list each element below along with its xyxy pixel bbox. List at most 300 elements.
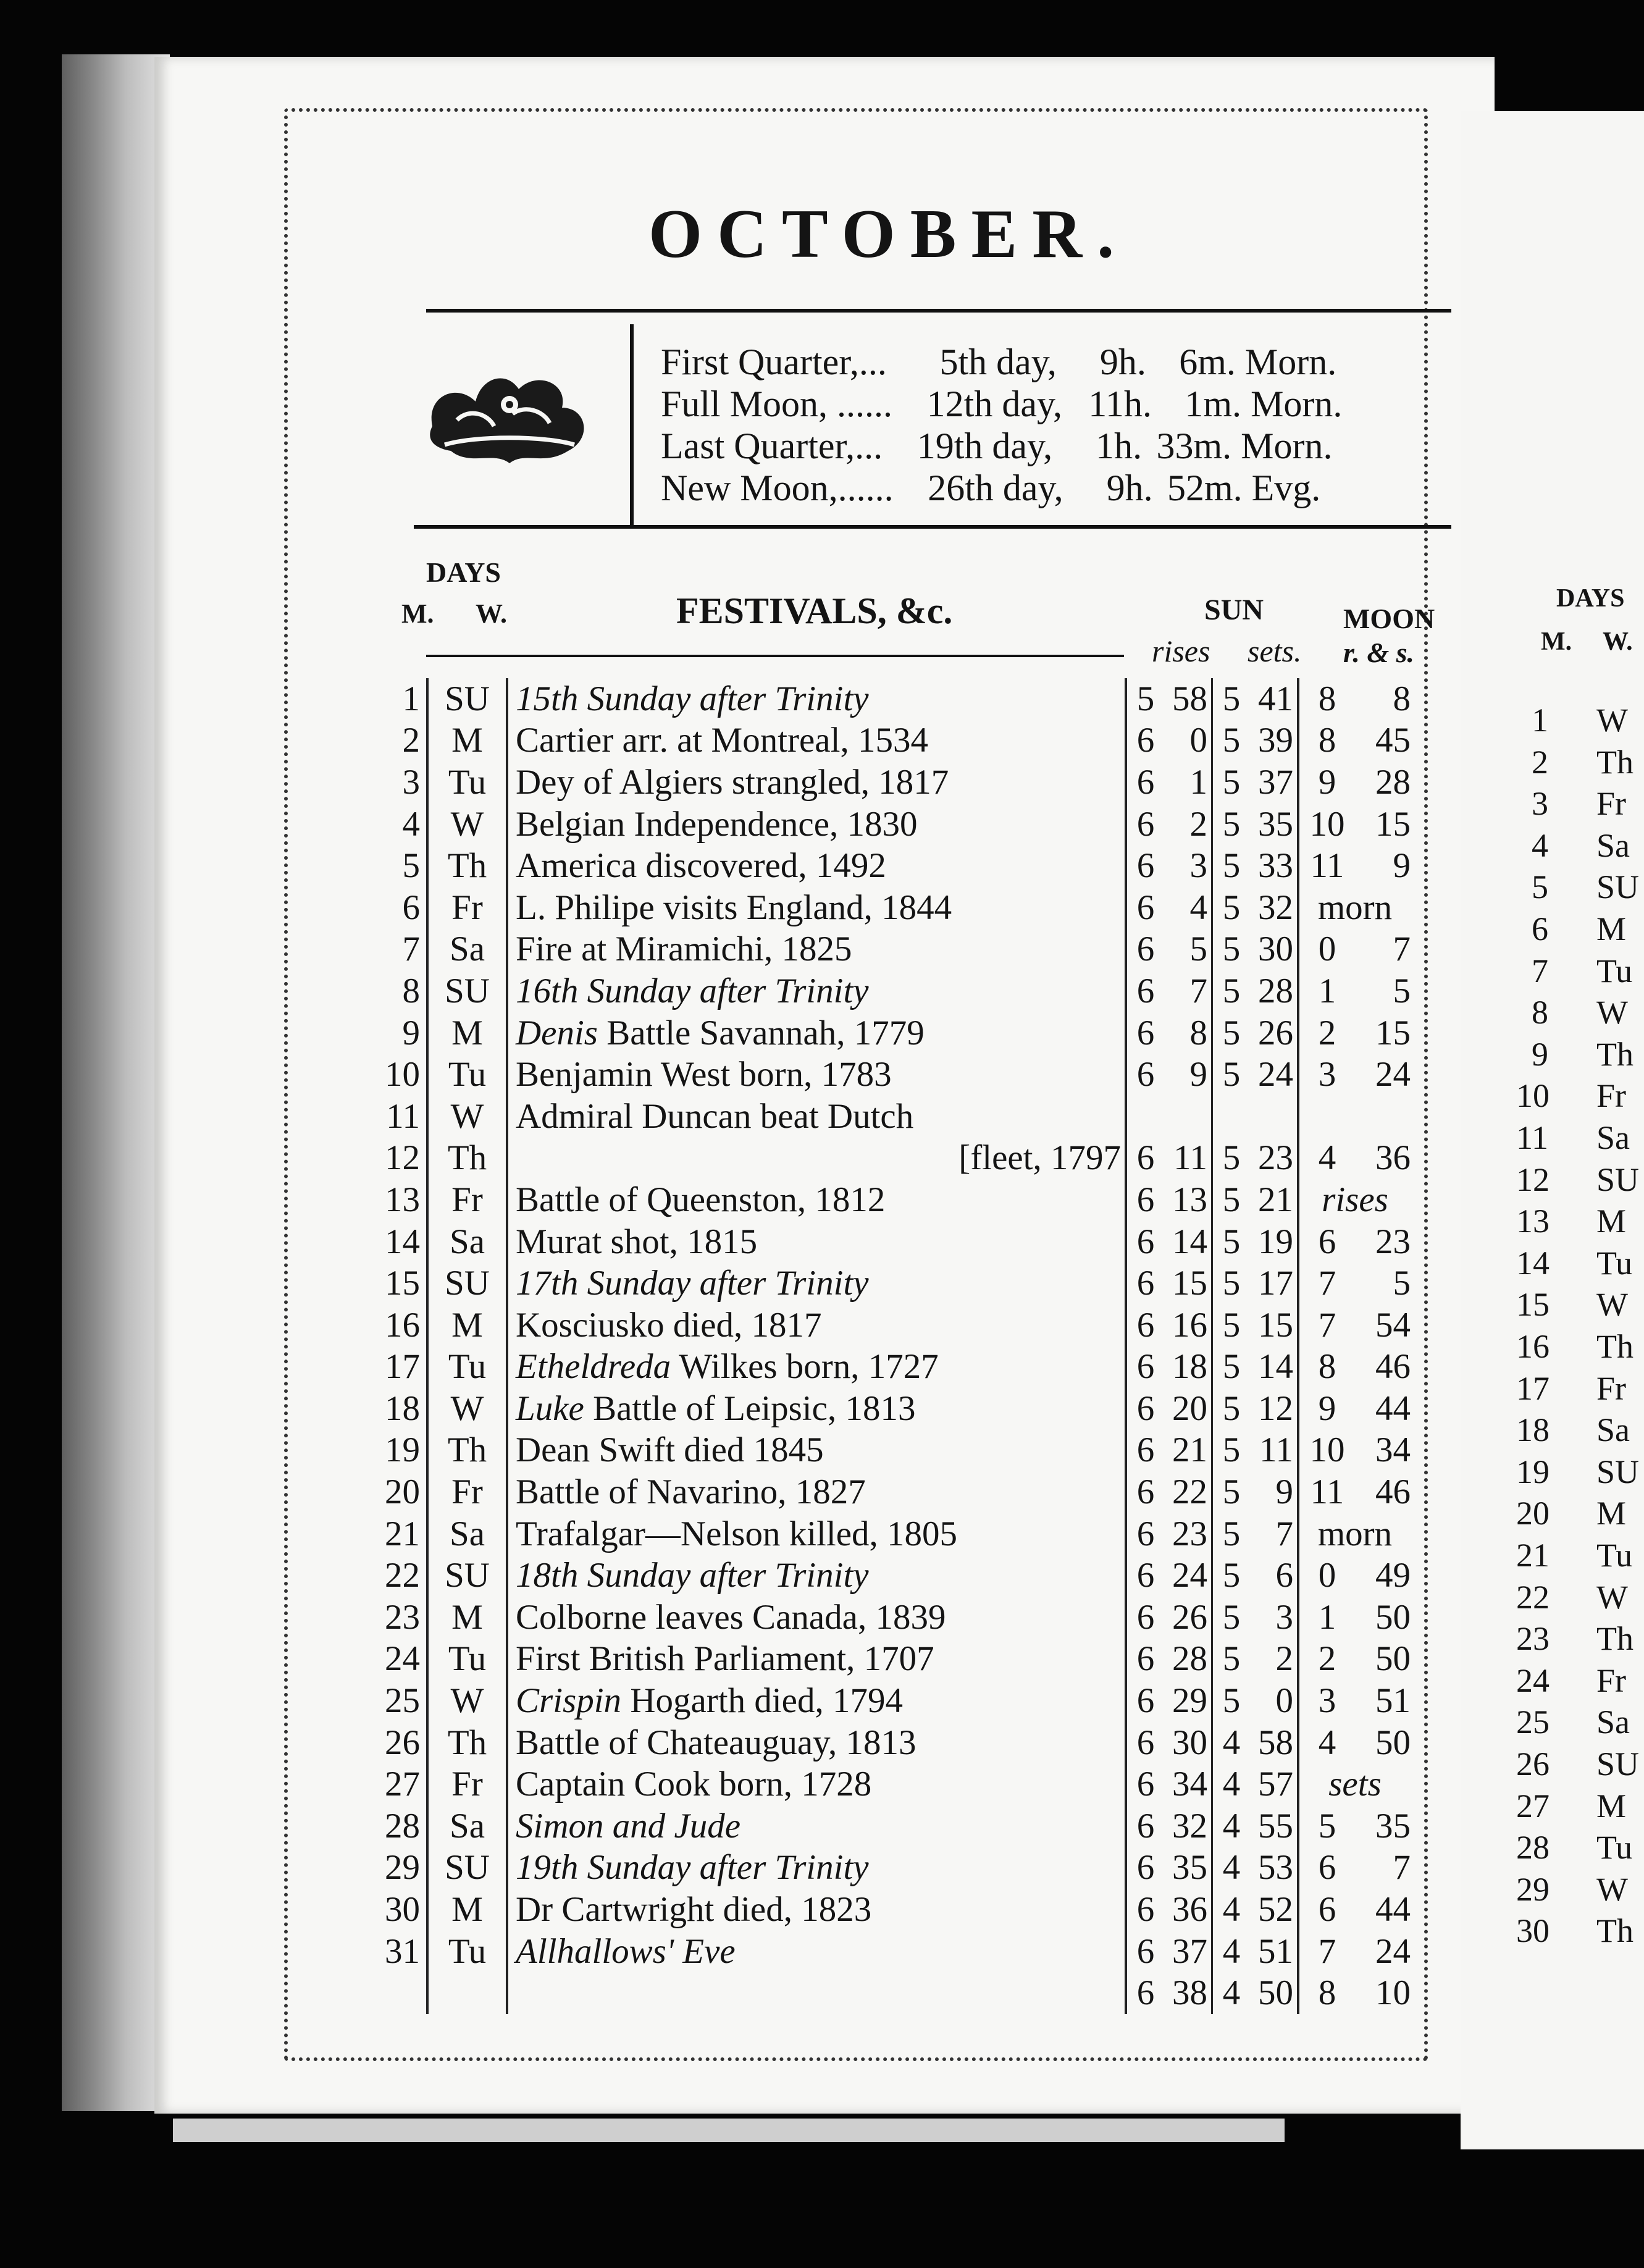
moon-hour: 2 <box>1318 1639 1336 1679</box>
sun-set-min <box>1250 1096 1298 1138</box>
moon-hour <box>1298 1096 1355 1138</box>
festival: First British Parliament, 1707 <box>507 1639 1126 1681</box>
sun-rise-min: 36 <box>1164 1889 1212 1931</box>
right-day-of-month: 14 <box>1516 1244 1550 1282</box>
sun-rise-min: 11 <box>1164 1138 1212 1180</box>
sun-set-hour: 5 <box>1222 930 1241 969</box>
sun-set-min: 35 <box>1250 804 1298 846</box>
sun-set-min: 24 <box>1250 1054 1298 1096</box>
day-of-week: Th <box>427 845 507 887</box>
day-of-week: M <box>427 1889 507 1931</box>
day-of-week: Th <box>427 1722 507 1764</box>
sun-rise-hour: 6 <box>1136 971 1155 1010</box>
sun-set-min: 15 <box>1250 1304 1298 1346</box>
header-moon: MOON <box>1343 603 1435 634</box>
calendar-row <box>371 929 1411 971</box>
page-edge <box>173 2119 1285 2142</box>
phase-row: New Moon,...... 26th day, 9h. 52m. Evg. <box>661 468 1321 508</box>
sun-set-min: 2 <box>1250 1639 1298 1681</box>
festival: 17th Sunday after Trinity <box>507 1262 1126 1304</box>
sun-rise-min: 4 <box>1164 887 1212 929</box>
festival: Colborne leaves Canada, 1839 <box>507 1597 1126 1639</box>
sun-rise-min <box>1164 1096 1212 1138</box>
sun-rise-hour: 6 <box>1136 1931 1155 1971</box>
right-day-of-month: 19 <box>1516 1453 1550 1490</box>
rule-phase-bottom <box>414 525 1451 529</box>
sun-set-hour: 5 <box>1222 846 1241 886</box>
moon-hour: 7 <box>1318 1931 1336 1971</box>
day-of-week: Fr <box>427 1179 507 1221</box>
sun-rise-hour: 6 <box>1136 1347 1155 1387</box>
sun-rise-hour: 6 <box>1136 1430 1155 1470</box>
sun-set-hour <box>1212 1096 1251 1138</box>
saint-name: Denis <box>516 1013 598 1052</box>
sun-set-min: 32 <box>1250 887 1298 929</box>
phase-row: First Quarter,... 5th day, 9h. 6m. Morn. <box>661 342 1337 382</box>
sun-set-hour: 5 <box>1222 1347 1241 1387</box>
sun-rise-min: 7 <box>1164 970 1212 1012</box>
day-of-month: 24 <box>371 1639 427 1681</box>
calendar-row <box>371 1805 1411 1847</box>
saint-name: Crispin <box>516 1681 622 1721</box>
right-day-of-month: 15 <box>1516 1286 1550 1324</box>
sun-set-min: 23 <box>1250 1138 1298 1180</box>
sun-set-min: 21 <box>1250 1179 1298 1221</box>
lion-ornament-icon <box>420 358 599 482</box>
calendar-row <box>371 1388 1411 1430</box>
right-day-of-week: M <box>1596 1495 1627 1532</box>
sun-rise-hour: 6 <box>1136 930 1155 969</box>
day-of-week: W <box>427 1388 507 1430</box>
day-of-week: Fr <box>427 1471 507 1513</box>
right-header-w: W. <box>1603 628 1633 656</box>
sun-rise-hour: 6 <box>1136 1222 1155 1261</box>
right-day-of-week: Th <box>1596 1035 1634 1073</box>
moon-hour: 1 <box>1318 971 1336 1010</box>
day-of-month: 9 <box>371 1012 427 1054</box>
day-of-month: 15 <box>371 1262 427 1304</box>
sun-rise-min: 22 <box>1164 1471 1212 1513</box>
sun-rise-min: 58 <box>1164 678 1212 720</box>
sun-set-min: 51 <box>1250 1931 1298 1973</box>
saint-name: Etheldreda <box>516 1347 671 1387</box>
sun-rise-hour <box>1126 1096 1164 1138</box>
phase-row: Full Moon, ...... 12th day, 11h. 1m. Morn. <box>661 384 1343 424</box>
day-of-week: Tu <box>427 1931 507 1973</box>
sun-set-hour: 5 <box>1222 1013 1241 1052</box>
sun-rise-hour: 5 <box>1136 679 1155 718</box>
festival: Kosciusko died, 1817 <box>507 1304 1126 1346</box>
right-day-of-week: SU <box>1596 1745 1640 1783</box>
sun-rise-min: 32 <box>1164 1805 1212 1847</box>
festival: Dr Cartwright died, 1823 <box>507 1889 1126 1931</box>
header-moon-sub: r. & s. <box>1343 637 1415 668</box>
sun-set-hour: 5 <box>1222 1180 1241 1219</box>
moon-min: 35 <box>1375 1806 1411 1846</box>
calendar-row <box>371 1513 1411 1555</box>
day-of-month: 5 <box>371 845 427 887</box>
sun-set-hour: 5 <box>1222 1472 1241 1512</box>
right-day-of-week: Fr <box>1596 1077 1627 1115</box>
sun-rise-hour: 6 <box>1136 846 1155 886</box>
day-of-week: SU <box>427 1262 507 1304</box>
right-day-of-week: W <box>1596 1870 1628 1908</box>
day-of-month: 12 <box>371 1138 427 1180</box>
calendar-row <box>371 1555 1411 1597</box>
sun-set-min: 7 <box>1250 1513 1298 1555</box>
festival: Captain Cook born, 1728 <box>507 1763 1126 1805</box>
header-festivals: FESTIVALS, &c. <box>676 590 953 631</box>
festival: Etheldreda Wilkes born, 1727 <box>507 1346 1126 1388</box>
sun-rise-hour: 6 <box>1136 888 1155 927</box>
sun-rise-min: 5 <box>1164 929 1212 971</box>
sun-set-hour: 5 <box>1222 721 1241 760</box>
sun-rise-hour: 6 <box>1136 1013 1155 1052</box>
moon-hour: 11 <box>1310 1472 1344 1512</box>
right-day-of-month: 25 <box>1516 1703 1550 1741</box>
phase-row: Last Quarter,... 19th day, 1h. 33m. Morn. <box>661 426 1333 466</box>
moon-hour: 9 <box>1318 1388 1336 1428</box>
day-of-month: 7 <box>371 929 427 971</box>
right-day-of-week: Sa <box>1596 826 1630 864</box>
sun-set-hour: 5 <box>1222 679 1241 718</box>
right-day-of-week: M <box>1596 910 1627 947</box>
sun-set-min: 53 <box>1250 1847 1298 1889</box>
moon-min: 36 <box>1375 1138 1411 1178</box>
moon-hour: 1 <box>1318 1597 1336 1637</box>
day-of-month: 4 <box>371 804 427 846</box>
day-of-week: Tu <box>427 762 507 804</box>
calendar-row <box>371 1972 1411 2014</box>
sun-rise-hour: 6 <box>1136 804 1155 844</box>
moon-min: 49 <box>1375 1556 1411 1595</box>
calendar-row <box>371 1597 1411 1639</box>
sun-set-hour: 5 <box>1222 1556 1241 1595</box>
saint-name: Luke <box>516 1388 584 1428</box>
sun-set-min: 12 <box>1250 1388 1298 1430</box>
moon-hour: sets <box>1328 1765 1382 1804</box>
calendar-row <box>371 1889 1411 1931</box>
festival <box>507 1972 1126 2014</box>
calendar-row <box>371 1471 1411 1513</box>
moon-hour: 8 <box>1318 679 1336 718</box>
sun-rise-hour: 6 <box>1136 1055 1155 1094</box>
festival: 19th Sunday after Trinity <box>507 1847 1126 1889</box>
right-day-of-week: M <box>1596 1787 1627 1825</box>
day-of-week: M <box>427 1304 507 1346</box>
day-of-week: Tu <box>427 1346 507 1388</box>
sun-set-min: 6 <box>1250 1555 1298 1597</box>
calendar-row <box>371 678 1411 720</box>
sun-set-hour: 4 <box>1222 1765 1241 1804</box>
sun-rise-min: 8 <box>1164 1012 1212 1054</box>
right-day-of-month: 11 <box>1516 1119 1548 1156</box>
calendar-row <box>371 1763 1411 1805</box>
sun-set-hour: 5 <box>1222 1055 1241 1094</box>
day-of-month: 17 <box>371 1346 427 1388</box>
moon-hour: 11 <box>1310 846 1344 886</box>
sun-rise-hour: 6 <box>1136 1514 1155 1553</box>
sun-rise-min: 15 <box>1164 1262 1212 1304</box>
sun-rise-min: 21 <box>1164 1430 1212 1472</box>
day-of-week: Sa <box>427 1221 507 1263</box>
festival: Trafalgar—Nelson killed, 1805 <box>507 1513 1126 1555</box>
calendar-row <box>371 1430 1411 1472</box>
moon-hour: 6 <box>1318 1848 1336 1888</box>
sun-rise-hour: 6 <box>1136 1723 1155 1762</box>
day-of-month: 21 <box>371 1513 427 1555</box>
header-w: W. <box>476 598 507 629</box>
festival: Dey of Algiers strangled, 1817 <box>507 762 1126 804</box>
moon-min: 50 <box>1375 1723 1411 1762</box>
sun-rise-min: 3 <box>1164 845 1212 887</box>
festival: L. Philipe visits England, 1844 <box>507 887 1126 929</box>
day-of-month: 31 <box>371 1931 427 1973</box>
right-day-of-week: W <box>1596 1578 1628 1616</box>
right-day-of-week: M <box>1596 1203 1627 1240</box>
day-of-month: 22 <box>371 1555 427 1597</box>
moon-hour: 4 <box>1318 1138 1336 1178</box>
day-of-week: Tu <box>427 1639 507 1681</box>
sun-rise-min: 28 <box>1164 1639 1212 1681</box>
sun-set-min: 28 <box>1250 970 1298 1012</box>
sun-rise-hour: 6 <box>1136 1180 1155 1219</box>
sun-rise-hour: 6 <box>1136 1472 1155 1512</box>
day-of-week: SU <box>427 678 507 720</box>
sun-set-hour: 5 <box>1222 762 1241 802</box>
moon-hour: 9 <box>1318 762 1336 802</box>
day-of-month: 20 <box>371 1471 427 1513</box>
right-day-of-week: Tu <box>1596 1537 1633 1574</box>
day-of-week: Sa <box>427 1513 507 1555</box>
sun-rise-hour: 6 <box>1136 1639 1155 1679</box>
sun-rise-hour: 6 <box>1136 762 1155 802</box>
moon-hour: 10 <box>1309 1430 1345 1470</box>
sun-rise-min: 38 <box>1164 1972 1212 2014</box>
sun-rise-min: 24 <box>1164 1555 1212 1597</box>
sun-rise-min: 34 <box>1164 1763 1212 1805</box>
sun-set-min: 50 <box>1250 1972 1298 2014</box>
calendar-row <box>371 804 1411 846</box>
sun-rise-min: 14 <box>1164 1221 1212 1263</box>
right-day-of-month: 7 <box>1532 952 1548 989</box>
sun-set-min: 14 <box>1250 1346 1298 1388</box>
day-of-week: W <box>427 1680 507 1722</box>
calendar-row <box>371 762 1411 804</box>
sun-set-min: 58 <box>1250 1722 1298 1764</box>
moon-min: 45 <box>1375 721 1411 760</box>
right-day-of-week: Sa <box>1596 1703 1630 1741</box>
calendar-row <box>371 1262 1411 1304</box>
right-day-of-week: SU <box>1596 1161 1640 1198</box>
day-of-month: 2 <box>371 720 427 762</box>
moon-min: 5 <box>1393 1264 1411 1303</box>
sun-set-hour: 4 <box>1222 1931 1241 1971</box>
right-day-of-week: W <box>1596 994 1628 1031</box>
sun-set-hour: 5 <box>1222 1305 1241 1345</box>
sun-set-min: 37 <box>1250 762 1298 804</box>
day-of-week: M <box>427 1597 507 1639</box>
sun-rise-min: 35 <box>1164 1847 1212 1889</box>
right-day-of-week: SU <box>1596 1453 1640 1490</box>
sun-rise-hour: 6 <box>1136 1848 1155 1888</box>
day-of-week: W <box>427 804 507 846</box>
calendar-row <box>371 1138 1411 1180</box>
right-day-of-week: Th <box>1596 1328 1634 1365</box>
sun-set-hour: 5 <box>1222 1597 1241 1637</box>
moon-min: 7 <box>1393 1848 1411 1888</box>
day-of-week: SU <box>427 1847 507 1889</box>
moon-min: 44 <box>1375 1890 1411 1930</box>
day-of-month: 14 <box>371 1221 427 1263</box>
day-of-month: 26 <box>371 1722 427 1764</box>
day-of-month: 27 <box>371 1763 427 1805</box>
festival: [fleet, 1797 <box>507 1138 1126 1180</box>
right-day-of-month: 1 <box>1532 702 1548 739</box>
moon-hour: 3 <box>1318 1055 1336 1094</box>
right-day-of-month: 2 <box>1532 743 1548 781</box>
header-m: M. <box>401 598 434 629</box>
right-day-of-month: 16 <box>1516 1328 1550 1365</box>
sun-rise-min: 1 <box>1164 762 1212 804</box>
right-day-of-week: Th <box>1596 743 1634 781</box>
right-header-days: DAYS <box>1556 584 1625 613</box>
sun-rise-min: 23 <box>1164 1513 1212 1555</box>
moon-min <box>1355 1096 1411 1138</box>
sun-set-hour: 5 <box>1222 1681 1241 1721</box>
day-of-week <box>427 1972 507 2014</box>
day-of-week: SU <box>427 970 507 1012</box>
moon-hour: 8 <box>1318 721 1336 760</box>
day-of-week: M <box>427 1012 507 1054</box>
sun-rise-min: 20 <box>1164 1388 1212 1430</box>
right-day-of-week: Fr <box>1596 785 1627 823</box>
moon-min: 24 <box>1375 1931 1411 1971</box>
right-day-of-week: Sa <box>1596 1119 1630 1156</box>
moon-hour: morn <box>1317 1514 1393 1553</box>
calendar-row <box>371 1847 1411 1889</box>
rule-vertical-phase <box>630 324 634 528</box>
moon-min: 34 <box>1375 1430 1411 1470</box>
right-day-of-week: Tu <box>1596 1244 1633 1282</box>
festival: Admiral Duncan beat Dutch <box>507 1096 1126 1138</box>
right-day-of-month: 21 <box>1516 1537 1550 1574</box>
festival: Simon and Jude <box>507 1805 1126 1847</box>
day-of-month: 6 <box>371 887 427 929</box>
moon-hour: rises <box>1322 1180 1388 1219</box>
sun-set-min: 9 <box>1250 1471 1298 1513</box>
sun-set-min: 57 <box>1250 1763 1298 1805</box>
right-day-of-month: 5 <box>1532 868 1548 906</box>
calendar-row <box>371 1054 1411 1096</box>
sun-set-hour: 5 <box>1222 1222 1241 1261</box>
sun-rise-hour: 6 <box>1136 1597 1155 1637</box>
sun-set-min: 17 <box>1250 1262 1298 1304</box>
festival: 15th Sunday after Trinity <box>507 678 1126 720</box>
day-of-week: SU <box>427 1555 507 1597</box>
right-day-of-month: 27 <box>1516 1787 1550 1825</box>
right-day-of-week: Fr <box>1596 1661 1627 1699</box>
day-of-week: Fr <box>427 887 507 929</box>
sun-set-hour: 5 <box>1222 888 1241 927</box>
rule-header-bottom <box>426 655 1124 657</box>
right-day-of-week: Th <box>1596 1620 1634 1658</box>
festival: 16th Sunday after Trinity <box>507 970 1126 1012</box>
sun-set-min: 0 <box>1250 1680 1298 1722</box>
right-day-of-month: 18 <box>1516 1411 1550 1449</box>
moon-hour: 7 <box>1318 1264 1336 1303</box>
header-sets: sets. <box>1248 634 1302 668</box>
sun-set-hour: 5 <box>1222 971 1241 1010</box>
sun-set-min: 11 <box>1250 1430 1298 1472</box>
sun-rise-min: 16 <box>1164 1304 1212 1346</box>
festival: 18th Sunday after Trinity <box>507 1555 1126 1597</box>
day-of-month: 25 <box>371 1680 427 1722</box>
moon-hour: 4 <box>1318 1723 1336 1762</box>
sun-set-hour: 5 <box>1222 804 1241 844</box>
moon-phases <box>661 341 1457 509</box>
sun-set-hour: 4 <box>1222 1890 1241 1930</box>
moon-min: 15 <box>1375 804 1411 844</box>
sun-set-min: 30 <box>1250 929 1298 971</box>
right-day-of-week: Fr <box>1596 1369 1627 1407</box>
right-day-of-month: 10 <box>1516 1077 1550 1115</box>
sun-set-min: 39 <box>1250 720 1298 762</box>
right-day-of-month: 12 <box>1516 1161 1550 1198</box>
sun-set-hour: 5 <box>1222 1138 1241 1178</box>
calendar-row <box>371 1304 1411 1346</box>
day-of-month <box>371 1972 427 2014</box>
sun-rise-hour: 6 <box>1136 1973 1155 2013</box>
right-header-m: M. <box>1541 628 1572 656</box>
festival: Denis Battle Savannah, 1779 <box>507 1012 1126 1054</box>
right-day-of-month: 13 <box>1516 1203 1550 1240</box>
day-of-week: Sa <box>427 929 507 971</box>
sun-rise-min: 18 <box>1164 1346 1212 1388</box>
sun-set-hour: 5 <box>1222 1639 1241 1679</box>
moon-hour: 3 <box>1318 1681 1336 1721</box>
sun-set-hour: 5 <box>1222 1264 1241 1303</box>
festival: Allhallows' Eve <box>507 1931 1126 1973</box>
calendar-row <box>371 1931 1411 1973</box>
right-day-of-month: 6 <box>1532 910 1548 947</box>
sun-rise-min: 37 <box>1164 1931 1212 1973</box>
day-of-month: 10 <box>371 1054 427 1096</box>
moon-min: 50 <box>1375 1597 1411 1637</box>
right-day-of-month: 9 <box>1532 1035 1548 1073</box>
right-day-of-week: Sa <box>1596 1411 1630 1449</box>
calendar-row <box>371 1221 1411 1263</box>
sun-set-hour: 4 <box>1222 1848 1241 1888</box>
calendar-row <box>371 1722 1411 1764</box>
right-day-of-month: 30 <box>1516 1912 1550 1950</box>
festival: Cartier arr. at Montreal, 1534 <box>507 720 1126 762</box>
moon-min: 46 <box>1375 1347 1411 1387</box>
sun-rise-hour: 6 <box>1136 721 1155 760</box>
sun-set-min: 55 <box>1250 1805 1298 1847</box>
sun-set-min: 52 <box>1250 1889 1298 1931</box>
moon-hour: 8 <box>1318 1973 1336 2013</box>
right-day-of-month: 23 <box>1516 1620 1550 1658</box>
sun-rise-hour: 6 <box>1136 1305 1155 1345</box>
sun-rise-min: 0 <box>1164 720 1212 762</box>
festival: Battle of Chateauguay, 1813 <box>507 1722 1126 1764</box>
moon-min: 46 <box>1375 1472 1411 1512</box>
day-of-month: 19 <box>371 1430 427 1472</box>
right-day-of-month: 24 <box>1516 1661 1550 1699</box>
moon-min: 9 <box>1393 846 1411 886</box>
right-day-of-month: 28 <box>1516 1829 1550 1867</box>
